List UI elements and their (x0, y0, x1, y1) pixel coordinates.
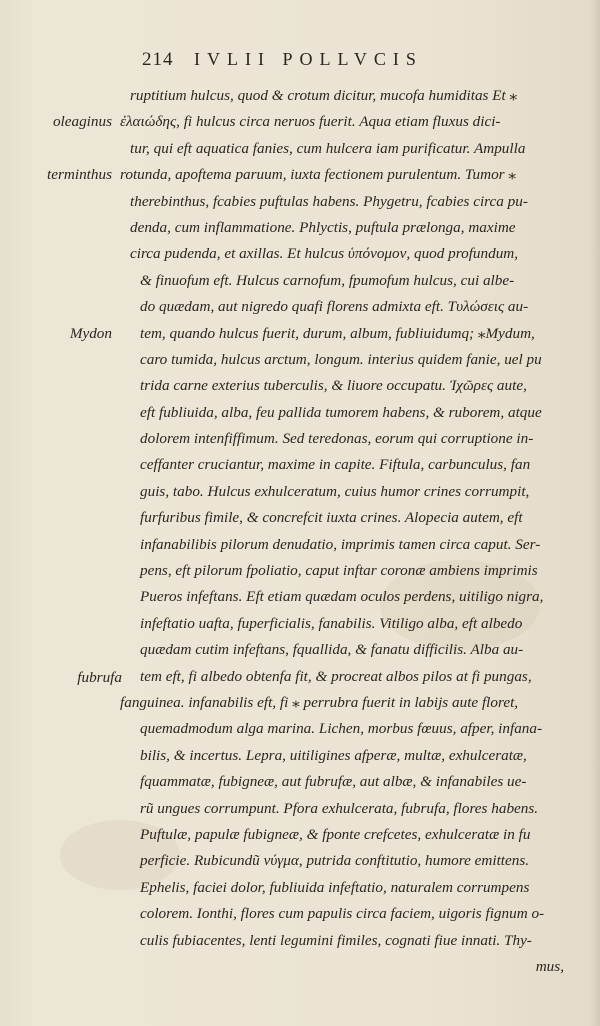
catchword: mus, (535, 957, 564, 975)
text-line: ruptitium hulcus, quod & crotum dicitur, mucofa humiditas Et ⁎ (130, 87, 518, 104)
text-line: do quædam, aut nigredo quafi florens admixta eft. Τυλώσεις au- (140, 298, 529, 316)
text-line: fquammatæ, fubigneæ, aut fubrufæ, aut albæ, & infanabiles ue- (140, 773, 527, 791)
text-line: trida carne exterius tuberculis, & liuore occupatu. Ἰχῶρες aute, (140, 377, 527, 395)
text-line: & finuofum eft. Hulcus carnofum, fpumofum hulcus, cui albe- (140, 271, 515, 289)
text-line: bilis, & incertus. Lepra, uitiligines afperæ, multæ, exhulceratæ, (140, 746, 527, 764)
page-edge-shadow (590, 0, 600, 1026)
body-text (120, 83, 578, 980)
text-line: colorem. Ionthi, flores cum papulis circa faciem, uigoris fignum o- (140, 905, 545, 923)
text-line: dolorem intenfiffimum. Sed teredonas, eorum qui corruptione in- (140, 430, 534, 448)
text-line: infeftatio uafta, fuperficialis, fanabilis. Vitiligo alba, eft albedo (140, 614, 523, 632)
text-line: quædam cutim infeftans, fquallida, & fanatu difficilis. Alba au- (140, 641, 524, 659)
text-line: tem eft, fi albedo obtenfa fit, & procreat albos pilos at fi pungas, (140, 667, 532, 685)
text-line: ceffanter cruciantur, maxime in capite. Fiftula, carbunculus, fan (140, 456, 531, 474)
text-line: circa pudenda, et axillas. Et hulcus ὑπόνομον, quod profundum, (130, 245, 519, 263)
margin-note: oleaginus (52, 113, 112, 130)
text-line: guis, tabo. Hulcus exhulceratum, cuius humor crines corrumpit, (140, 482, 530, 500)
page-header (142, 49, 532, 75)
running-head: IVLII POLLVCIS (194, 49, 423, 69)
text-line: perficie. Rubicundũ νύγμα, putrida conftitutio, humore emittens. (140, 852, 530, 870)
margin-note: fubrufa (77, 669, 122, 686)
text-line: fanguinea. infanabilis eft, fi ⁎ perrubra fuerit in labijs aute floret, (120, 693, 519, 711)
text-line: eft fubliuida, alba, feu pallida tumorem habens, & ruborem, atque (140, 403, 542, 421)
text-line: tem, quando hulcus fuerit, durum, album, fubliuidumq; ⁎Mydum, (140, 324, 535, 342)
text-line: Puftulæ, papulæ fubigneæ, & fponte crefcetes, exhulceratæ in fu (140, 825, 531, 843)
text-line: pens, eft pilorum fpoliatio, caput inftar coronæ ambiens imprimis (140, 562, 538, 580)
margin-note: Mydon (69, 325, 112, 342)
text-line: culis fubiacentes, lenti legumini fimiles, cognati fiue innati. Thy- (140, 931, 532, 949)
text-line: furfuribus fimile, & concrefcit iuxta crines. Alopecia autem, eft (140, 509, 523, 527)
margin-note: terminthus (47, 166, 112, 183)
text-line: rotunda, apoftema paruum, iuxta fectionem purulentum. Tumor ⁎ (120, 166, 516, 184)
text-line: rũ ungues corrumpunt. Pfora exhulcerata, fubrufa, flores habens. (140, 799, 539, 817)
text-line: ἐλαιώδης, fi hulcus circa neruos fuerit. Aqua etiam fluxus dici- (120, 113, 501, 131)
text-line: Ephelis, faciei dolor, fubliuida infeftatio, naturalem corrumpens (140, 878, 530, 896)
text-line: denda, cum inflammatione. Phlyctis, puftula prælonga, maxime (130, 218, 516, 236)
page-number: 214 (142, 49, 174, 70)
text-line: quemadmodum alga marina. Lichen, morbus fœuus, afper, infana- (140, 720, 543, 738)
text-line: Pueros infeftans. Eft etiam quædam oculos perdens, uitiligo nigra, (140, 588, 544, 606)
text-line: caro tumida, hulcus arctum, longum. interius quidem fanie, uel pu (140, 350, 542, 368)
text-line: therebinthus, fcabies puftulas habens. Phygetru, fcabies circa pu- (130, 192, 528, 210)
text-line: tur, qui eft aquatica fanies, cum hulcera iam purificatur. Ampulla (130, 139, 526, 157)
text-line: infanabilibis pilorum denudatio, imprimis tamen circa caput. Ser- (140, 535, 541, 553)
